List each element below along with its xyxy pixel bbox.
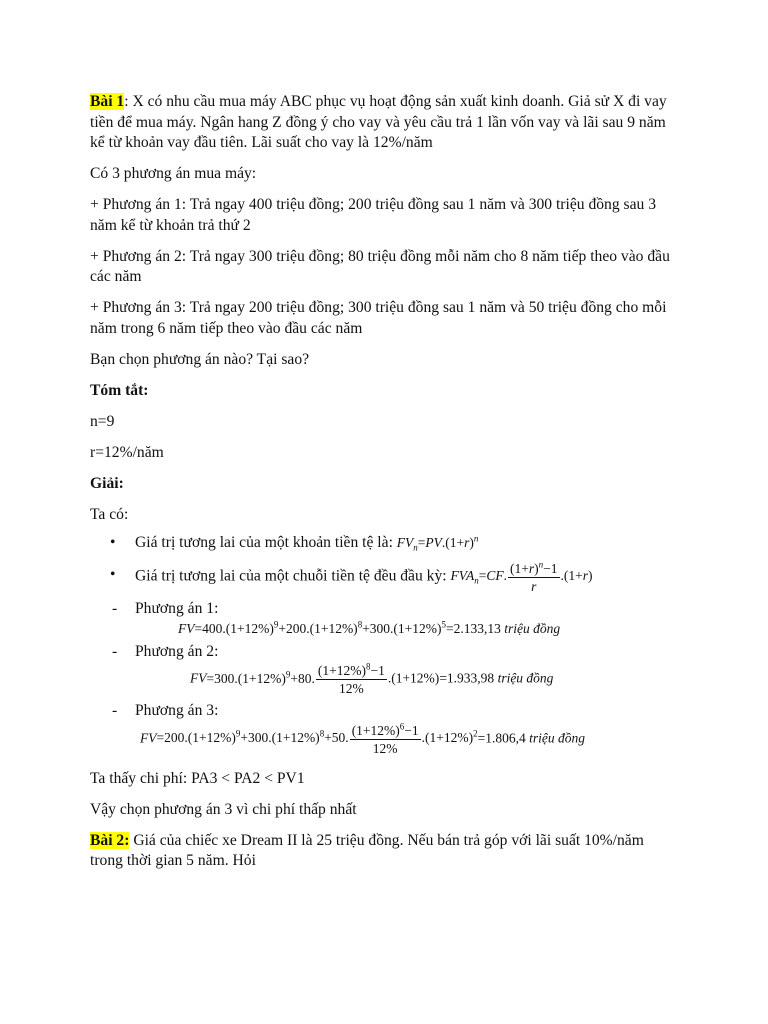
options-heading: Có 3 phương án mua máy:	[90, 165, 257, 182]
fva-formula: $FVA_n=CF$. $\frac{(1+r)^n-1}{r}$ .(1+r)	[450, 559, 593, 594]
r-value: r=12%/năm	[90, 443, 164, 461]
pa2-unit: triệu đồng	[497, 670, 554, 686]
bai2-paragraph	[90, 831, 680, 872]
pa1-formula: $FV=400.(1+12\%)^9+200.(1+12\%)^8+300.(1+12\%)^5=2.133,13$ triệu đồng	[178, 619, 561, 636]
document-page	[90, 92, 680, 882]
pa3-result: =1.806,4	[477, 730, 526, 746]
pa2-block	[90, 642, 680, 663]
pa3-block	[90, 701, 680, 722]
bullet-annuity	[90, 560, 680, 595]
pa2-result: =1.933,98	[439, 670, 495, 686]
ta-co: Ta có:	[90, 505, 129, 523]
n-value: n=9	[90, 412, 115, 430]
option-1: + Phương án 1: Trả ngay 400 triệu đồng; 200 triệu đồng sau 1 năm và 300 triệu đồng sau 3 năm kể từ khoản trả thứ 2	[90, 196, 657, 234]
summary-heading: Tóm tắt:	[90, 381, 149, 399]
pa1-label: Phương án 1:	[135, 599, 219, 617]
dash-marker: -	[112, 702, 118, 719]
option-2: + Phương án 2: Trả ngay 300 triệu đồng; 80 triệu đồng mỗi năm cho 8 năm tiếp theo vào đầu các năm	[90, 247, 670, 285]
bai1-intro: : X có nhu cầu mua máy ABC phục vụ hoạt động sản xuất kinh doanh. Giả sử X đi vay tiền để mua máy. Ngân hang Z đồng ý cho vay và yêu cầu trả 1 lần vốn vay và lãi sau 9 năm kể từ khoản vay đầu tiên. Lãi suất cho vay là 12%/năm	[90, 93, 667, 151]
bai1-label: Bài 1	[90, 93, 125, 110]
option-3: + Phương án 3: Trả ngay 200 triệu đồng; 300 triệu đồng sau 1 năm và 50 triệu đồng cho mỗi năm trong 6 năm tiếp theo vào đầu các năm	[90, 299, 667, 337]
pa3-unit: triệu đồng	[529, 730, 586, 746]
bai2-text: Giá của chiếc xe Dream II là 25 triệu đồng. Nếu bán trả góp với lãi suất 10%/năm trong thời gian 5 năm. Hỏi	[90, 831, 644, 869]
pa2-label: Phương án 2:	[135, 642, 219, 660]
pa1-unit: triệu đồng	[504, 621, 561, 636]
bullet-dot: •	[110, 534, 116, 551]
question: Bạn chọn phương án nào? Tại sao?	[90, 350, 310, 368]
compare-text: Ta thấy chi phí: PA3 < PA2 < PV1	[90, 769, 305, 787]
bai2-label: Bài 2:	[90, 831, 130, 849]
bullet1-text: Giá trị tương lai của một khoản tiền tệ là:	[135, 534, 397, 551]
pa3-formula: $FV=200.(1+12\%)^9+300.(1+12\%)^8+50$. $\frac{(1+12\%)^6-1}{12\%}$ $.(1+12\%)^2=1.806,4$ triệu đồng	[140, 721, 586, 756]
bullet2-text: Giá trị tương lai của một chuỗi tiền tệ đều đầu kỳ:	[135, 567, 451, 585]
dash-marker: -	[112, 642, 118, 660]
conclusion-text: Vậy chọn phương án 3 vì chi phí thấp nhất	[90, 800, 357, 818]
fv-single-formula: $FV_n=PV.(1+r)^n$	[396, 533, 479, 553]
pa1-result: =2.133,13	[446, 621, 501, 636]
bullet-future-value	[90, 533, 680, 554]
bai1-paragraph	[90, 92, 680, 154]
pa1-block	[90, 599, 680, 620]
solution-heading: Giải:	[90, 474, 124, 492]
pa2-formula: $FV=300.(1+12\%)^9+80$. $\frac{(1+12\%)^8-1}{12\%}$ .(1+12%)=1.933,98 triệu đồng	[190, 661, 554, 696]
bullet-dot: •	[110, 565, 116, 583]
pa3-label: Phương án 3:	[135, 702, 219, 719]
dash-marker: -	[112, 599, 118, 617]
